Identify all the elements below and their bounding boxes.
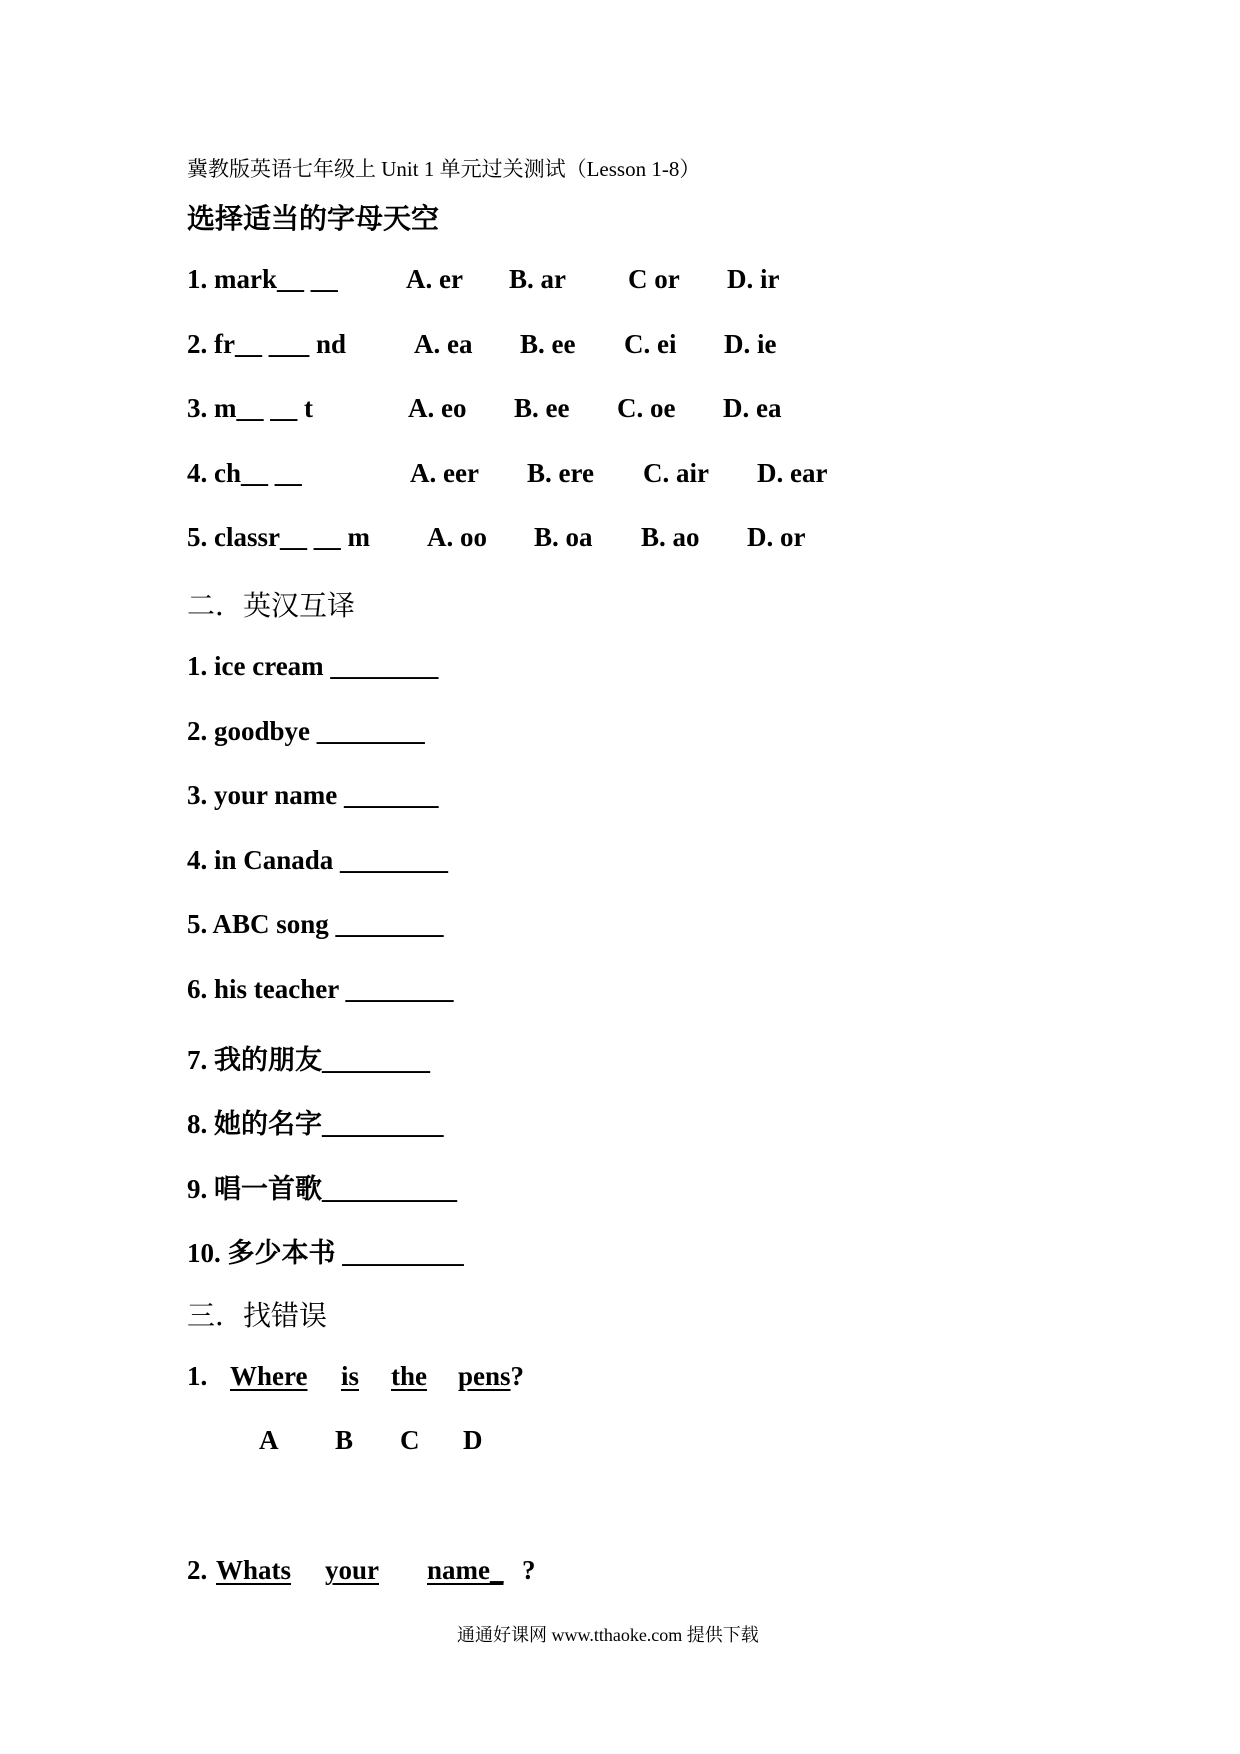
option: D. or — [747, 522, 806, 552]
question-stem: 1. mark__ __ — [187, 264, 338, 294]
option: B. ao — [641, 522, 700, 552]
option: C or — [628, 264, 680, 294]
option: C. oe — [617, 393, 676, 423]
translation-item: 1. ice cream ________ — [187, 651, 439, 681]
translation-item: 2. goodbye ________ — [187, 716, 425, 746]
question-number: 2. — [187, 1555, 208, 1585]
section2-heading: 二．英汉互译 — [187, 591, 356, 622]
option: B. ar — [509, 264, 566, 294]
option: A. eo — [408, 393, 467, 423]
option: D. ear — [757, 458, 828, 488]
option: D. ie — [724, 329, 777, 359]
underlined-word: the — [391, 1361, 427, 1391]
question-stem: 4. ch__ __ — [187, 458, 302, 488]
section3-heading: 三．找错误 — [187, 1301, 328, 1332]
translation-item: 9. 唱一首歌__________ — [187, 1174, 457, 1204]
question-mark: ? — [510, 1361, 525, 1391]
underlined-word: name_ — [427, 1555, 504, 1585]
translation-item: 5. ABC song ________ — [187, 909, 444, 939]
choice-letter: A — [259, 1425, 279, 1455]
underlined-word: pens — [458, 1361, 511, 1391]
section1-heading: 选择适当的字母天空 — [187, 204, 440, 235]
translation-item: 8. 她的名字_________ — [187, 1109, 444, 1139]
question-number: 1. — [187, 1361, 208, 1391]
choice-letter: C — [400, 1425, 420, 1455]
translation-item: 6. his teacher ________ — [187, 974, 454, 1004]
option: C. air — [643, 458, 709, 488]
choice-letter: B — [335, 1425, 354, 1455]
option: A. ea — [414, 329, 473, 359]
option: B. ee — [514, 393, 570, 423]
sentence-end — [458, 1361, 524, 1392]
option: D. ea — [723, 393, 782, 423]
underlined-word: your — [325, 1555, 379, 1585]
question-stem: 3. m__ __ t — [187, 393, 313, 423]
option: D. ir — [727, 264, 780, 294]
question-stem: 2. fr__ ___ nd — [187, 329, 347, 359]
translation-item: 10. 多少本书 _________ — [187, 1238, 464, 1268]
option: C. ei — [624, 329, 677, 359]
option: B. oa — [534, 522, 593, 552]
underlined-word: is — [341, 1361, 360, 1391]
option: A. eer — [410, 458, 479, 488]
option: B. ere — [527, 458, 594, 488]
translation-item: 7. 我的朋友________ — [187, 1045, 430, 1075]
option: A. oo — [427, 522, 487, 552]
footer: 通通好课网 www.tthaoke.com 提供下载 — [457, 1625, 759, 1645]
translation-item: 3. your name _______ — [187, 780, 439, 810]
underlined-word: Where — [230, 1361, 308, 1391]
option: A. er — [406, 264, 463, 294]
question-mark: ? — [522, 1555, 536, 1585]
document-title: 冀教版英语七年级上 Unit 1 单元过关测试（Lesson 1-8） — [187, 157, 701, 181]
question-stem: 5. classr__ __ m — [187, 522, 370, 552]
choice-letter: D — [463, 1425, 483, 1455]
underlined-word: Whats — [216, 1555, 292, 1585]
option: B. ee — [520, 329, 576, 359]
translation-item: 4. in Canada ________ — [187, 845, 449, 875]
